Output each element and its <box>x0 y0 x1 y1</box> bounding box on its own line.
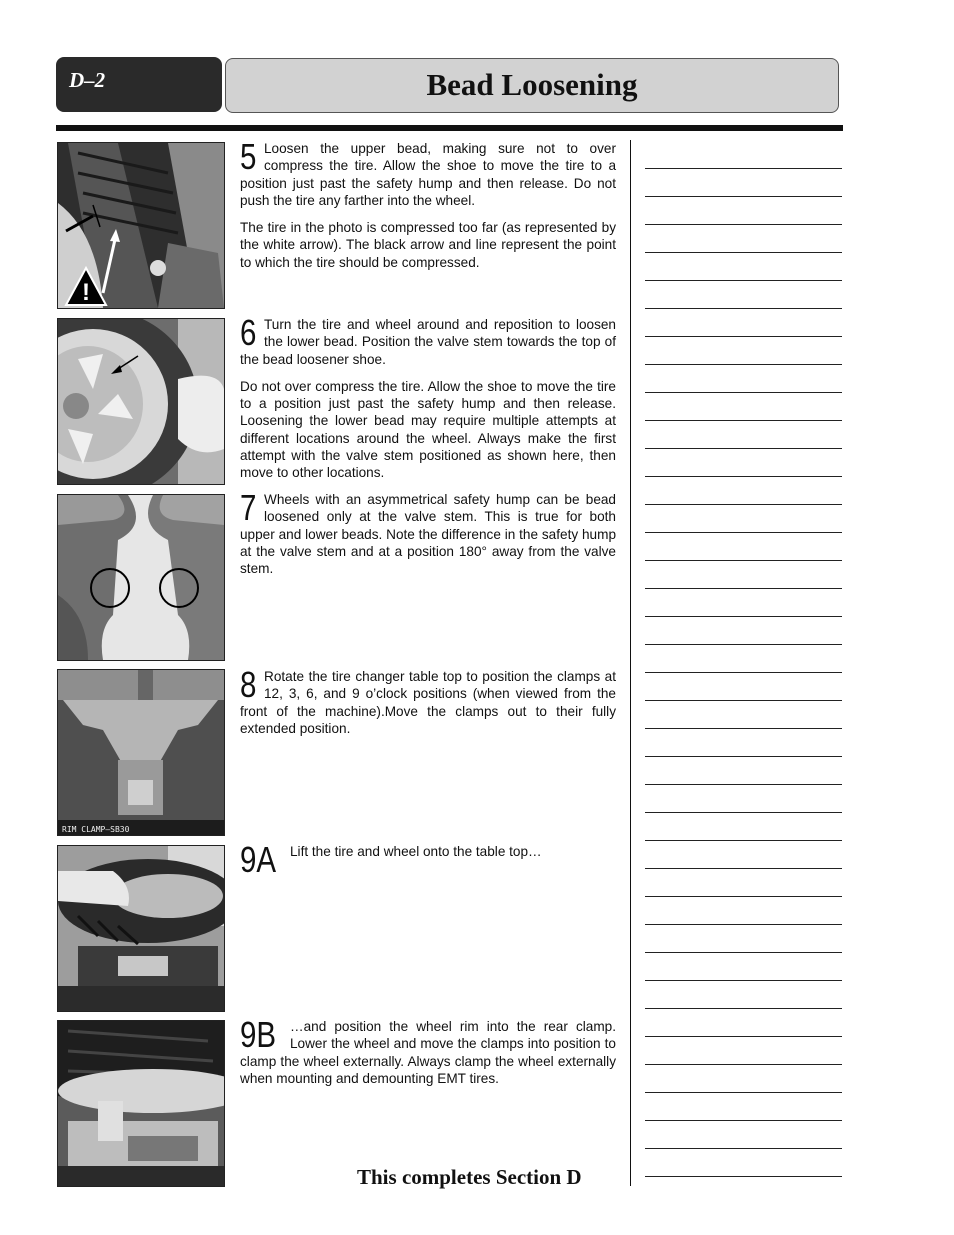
step-8 <box>240 664 616 747</box>
note-line <box>645 364 842 365</box>
step-text: Wheels with an asymmetrical safety hump can be bead loosened only at the valve stem. This is true for both upper and lower beads. Note the difference in the safety hump at the valve stem and at a position 180° away from the valve stem. <box>240 492 616 577</box>
step-number: 8 <box>240 664 257 705</box>
note-line <box>645 812 842 813</box>
notes-divider <box>630 140 631 1186</box>
note-line <box>645 476 842 477</box>
photo-caption: RIM CLAMP—SB30 <box>62 825 130 834</box>
title-bar <box>225 58 839 113</box>
note-line <box>645 784 842 785</box>
note-line <box>645 700 842 701</box>
section-closing: This completes Section D <box>357 1165 582 1189</box>
step-number: 6 <box>240 312 257 353</box>
note-line <box>645 560 842 561</box>
step-number: 9B <box>240 1014 277 1055</box>
step-note: The tire in the photo is compressed too far (as represented by the white arrow). The black arrow and line represent the point to which the tire should be compressed. <box>240 220 616 270</box>
step-number: 7 <box>240 487 257 528</box>
note-line <box>645 840 842 841</box>
section-page-tab <box>56 57 222 112</box>
note-line <box>645 1176 842 1177</box>
note-line <box>645 924 842 925</box>
note-line <box>645 644 842 645</box>
photo-step-8 <box>57 669 225 836</box>
step-6 <box>240 312 616 492</box>
step-9a <box>240 839 616 880</box>
step-5 <box>240 136 616 281</box>
note-line <box>645 280 842 281</box>
note-line <box>645 756 842 757</box>
note-line <box>645 392 842 393</box>
step-text: Rotate the tire changer table top to position the clamps at 12, 3, 6, and 9 o’clock positions (when viewed from the front of the machine).Move the clamps out to their fully extended position. <box>240 669 616 736</box>
note-line <box>645 1008 842 1009</box>
note-line <box>645 672 842 673</box>
note-line <box>645 504 842 505</box>
step-9b <box>240 1014 616 1097</box>
note-line <box>645 728 842 729</box>
step-number: 9A <box>240 839 277 880</box>
page-title: Bead Loosening <box>426 67 638 102</box>
step-note: Do not over compress the tire. Allow the shoe to move the tire to a position just past the safety hump and then release. Loosening the lower bead may require multiple attempts at different locations around the wheel. Always make the first attempt with the valve stem positioned as shown here, then move to other locations. <box>240 378 616 481</box>
page-label: D–2 <box>69 68 106 92</box>
note-line <box>645 252 842 253</box>
note-line <box>645 532 842 533</box>
step-text: …and position the wheel rim into the rear clamp. Lower the wheel and move the clamps into position to clamp the wheel externally. Always clamp the wheel externally when mounting and demounting EMT tires. <box>240 1019 616 1086</box>
note-line <box>645 1148 842 1149</box>
note-line <box>645 224 842 225</box>
photo-step-5 <box>57 142 225 309</box>
step-text: Lift the tire and wheel onto the table top… <box>290 844 542 859</box>
note-line <box>645 196 842 197</box>
note-line <box>645 1120 842 1121</box>
note-line <box>645 420 842 421</box>
note-line <box>645 616 842 617</box>
svg-text:!: ! <box>82 279 90 306</box>
note-line <box>645 952 842 953</box>
photo-step-6 <box>57 318 225 485</box>
step-text: Turn the tire and wheel around and reposition to loosen the lower bead. Position the valve stem towards the top of the bead loosener shoe. <box>240 317 616 367</box>
header-rule <box>56 125 843 131</box>
photo-step-9b <box>57 1020 225 1187</box>
note-line <box>645 588 842 589</box>
note-line <box>645 336 842 337</box>
note-line <box>645 896 842 897</box>
note-line <box>645 1092 842 1093</box>
step-number: 5 <box>240 136 257 177</box>
step-7 <box>240 487 616 587</box>
note-line <box>645 868 842 869</box>
photo-step-9a <box>57 845 225 1012</box>
note-line <box>645 1036 842 1037</box>
note-line <box>645 448 842 449</box>
note-line <box>645 308 842 309</box>
photo-step-7 <box>57 494 225 661</box>
note-line <box>645 168 842 169</box>
step-text: Loosen the upper bead, making sure not to over compress the tire. Allow the shoe to move the tire to a position just past the safety hump and then release. Do not push the tire any farther into the wheel. <box>240 141 616 208</box>
note-line <box>645 1064 842 1065</box>
note-line <box>645 980 842 981</box>
